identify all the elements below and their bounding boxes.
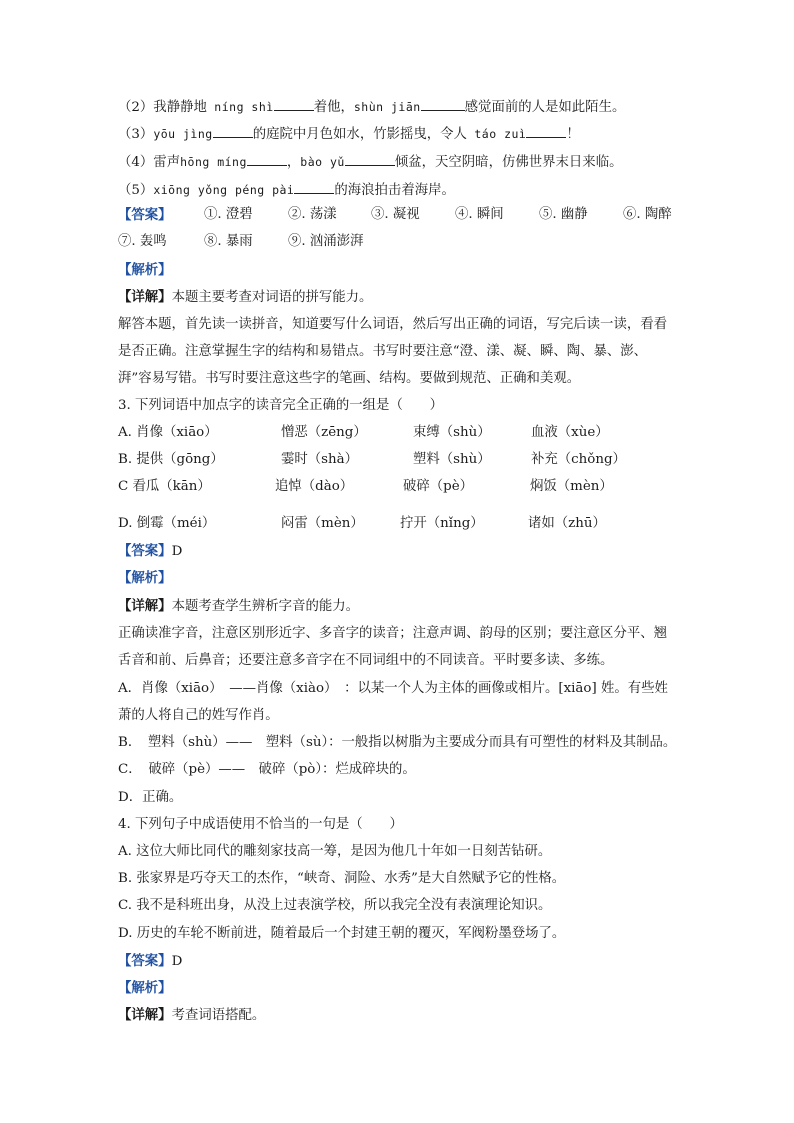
answer-blank[interactable]	[421, 96, 465, 111]
q3-answer: 【答案】D	[118, 543, 183, 559]
answer-blank[interactable]	[345, 151, 395, 166]
q2-item-3: （3）yōu jìng 的庭院中月色如水，竹影摇曳，令人 táo zuì ！	[118, 123, 678, 144]
q4-option-a: A. 这位大师比同代的雕刻家技高一筹，是因为他几十年如一日刻苦钻研。	[118, 844, 552, 859]
answer-blank[interactable]	[294, 179, 334, 194]
q4-option-d: D. 历史的车轮不断前进，随着最后一个封建王朝的覆灭，军阀粉墨登场了。	[118, 926, 566, 941]
q4-option-c: C. 我不是科班出身，从没上过表演学校，所以我完全没有表演理论知识。	[118, 898, 552, 913]
answer-blank[interactable]	[526, 123, 566, 138]
q3-note-c: C． 破碎（pè）—— 破碎（pò）：烂成碎块的。	[118, 762, 416, 777]
q2-item-4: （4）雷声hōng míng ，bào yǔ 倾盆，天空阴暗，仿佛世界末日来临。	[118, 151, 678, 172]
q3-note-d: D．正确。	[118, 790, 183, 805]
q2-explanation: 解答本题，首先读一读拼音，知道要写什么词语，然后写出正确的词语，写完后读一读，看看是否正确。注意掌握生字的结构和易错点。书写时要注意“澄、漾、凝、瞬、陶、暴、澎、湃”容易写错。书写时要注意这些字的笔画、结构。要做到规范、正确和美观。	[118, 317, 668, 386]
q3-detail: 【详解】本题考查学生辨析字音的能力。	[118, 598, 360, 614]
analysis-tag: 【解析】	[118, 262, 172, 278]
answer-blank[interactable]	[213, 123, 253, 138]
analysis-tag: 【解析】	[118, 570, 172, 586]
answer-blank[interactable]	[274, 96, 314, 111]
q2-item-5: （5）xiōng yǒng péng pài 的海浪拍击着海岸。	[118, 179, 678, 200]
answer-blank[interactable]	[247, 151, 287, 166]
analysis-tag: 【解析】	[118, 980, 172, 996]
q2-answer-row-1: 【答案】 ①. 澄碧 ②. 荡漾 ③. 凝视 ④. 瞬间 ⑤. 幽静 ⑥. 陶醉	[118, 207, 672, 223]
q4-detail: 【详解】考查词语搭配。	[118, 1007, 266, 1023]
q3-note-a: A．肖像（xiāo） ——肖像（xiào） ：以某一个人为主体的画像或相片。[xiāo] 姓。有些姓萧的人将自己的姓写作肖。	[118, 681, 668, 723]
answer-tag: 【答案】	[118, 207, 172, 223]
q2-item-2: （2）我静静地 níng shì 着他，shùn jiān 感觉面前的人是如此陌生。	[118, 96, 678, 117]
q2-detail: 【详解】本题主要考查对词语的拼写能力。	[118, 289, 373, 305]
q4-stem: 4. 下列句子中成语使用不恰当的一句是（ ）	[118, 817, 403, 832]
q3-note-b: B． 塑料（shù）—— 塑料（sù）：一般指以树脂为主要成分而具有可塑性的材料及其制品。	[118, 735, 677, 750]
q4-answer: 【答案】D	[118, 953, 183, 969]
document-page: （2）我静静地 níng shì 着他，shùn jiān 感觉面前的人是如此陌生。 （3）yōu jìng 的庭院中月色如水，竹影摇曳，令人 táo zuì ！ （4）雷声hōng míng ，bào yǔ 倾盆，天空阴暗，仿佛世界末日来临。 （5）xiōng yǒng péng pài 的海浪拍击着海岸。 【答案】 ①. 澄碧 ②. 荡漾 ③. 凝视 ④. 瞬间 ⑤. 幽静 ⑥. 陶醉 ⑦. 轰鸣 ⑧. 暴雨 ⑨. 汹涌澎湃 【解析】 【详解】本题主要考查对词语的拼写能力。 解答本题，首先读一读拼音，知道要写什么词语，然后写出正确的词语，写完后读一读，看看是否正确。注意掌握生字的结构和易错点。书写时要注意“澄、漾、凝、瞬、陶、暴、澎、湃”容易写错。书写时要注意这些字的笔画、结构。要做到规范、正确和美观。 3. 下列词语中加点字的读音完全正确的一组是（ ） A. 肖像（xiāo） 憎恶（zēng） 束缚（shù） 血液（xùe） B. 提供（gōng） 霎时（shà） 塑料（shù） 补充（chǒng） C 看瓜（kān） 追悼（dào） 破碎（pè） 焖饭（mèn） D. 倒霉（méi） 闷雷（mèn） 拧开（nǐng） 诸如（zhū） 【答案】D 【解析】 【详解】本题考查学生辨析字音的能力。 正确读准字音，注意区别形近字、多音字的读音；注意声调、韵母的区别；要注意区分平、翘舌音和前、后鼻音；还要注意多音字在不同词组中的不同读音。平时要多读、多练。 A．肖像（xiāo） ——肖像（xiào） ：以某一个人为主体的画像或相片。[xiāo] 姓。有些姓萧的人将自己的姓写作肖。 B． 塑料（shù）—— 塑料（sù）：一般指以树脂为主要成分而具有可塑性的材料及其制品。 C． 破碎（pè）—— 破碎（pò）：烂成碎块的。 D．正确。 4. 下列句子中成语使用不恰当的一句是（ ） A. 这位大师比同代的雕刻家技高一筹，是因为他几十年如一日刻苦钻研。 B. 张家界是巧夺天工的杰作，“峡奇、洞险、水秀”是大自然赋予它的性格。 C. 我不是科班出身，从没上过表演学校，所以我完全没有表演理论知识。 D. 历史的车轮不断前进，随着最后一个封建王朝的覆灭，军阀粉墨登场了。 【答案】D 【解析】 【详解】考查词语搭配。	[0, 0, 794, 1123]
q4-option-b: B. 张家界是巧夺天工的杰作，“峡奇、洞险、水秀”是大自然赋予它的性格。	[118, 871, 566, 886]
q3-stem: 3. 下列词语中加点字的读音完全正确的一组是（ ）	[118, 398, 444, 413]
q3-explanation: 正确读准字音，注意区别形近字、多音字的读音；注意声调、韵母的区别；要注意区分平、翘舌音和前、后鼻音；还要注意多音字在不同词组中的不同读音。平时要多读、多练。	[118, 626, 668, 668]
